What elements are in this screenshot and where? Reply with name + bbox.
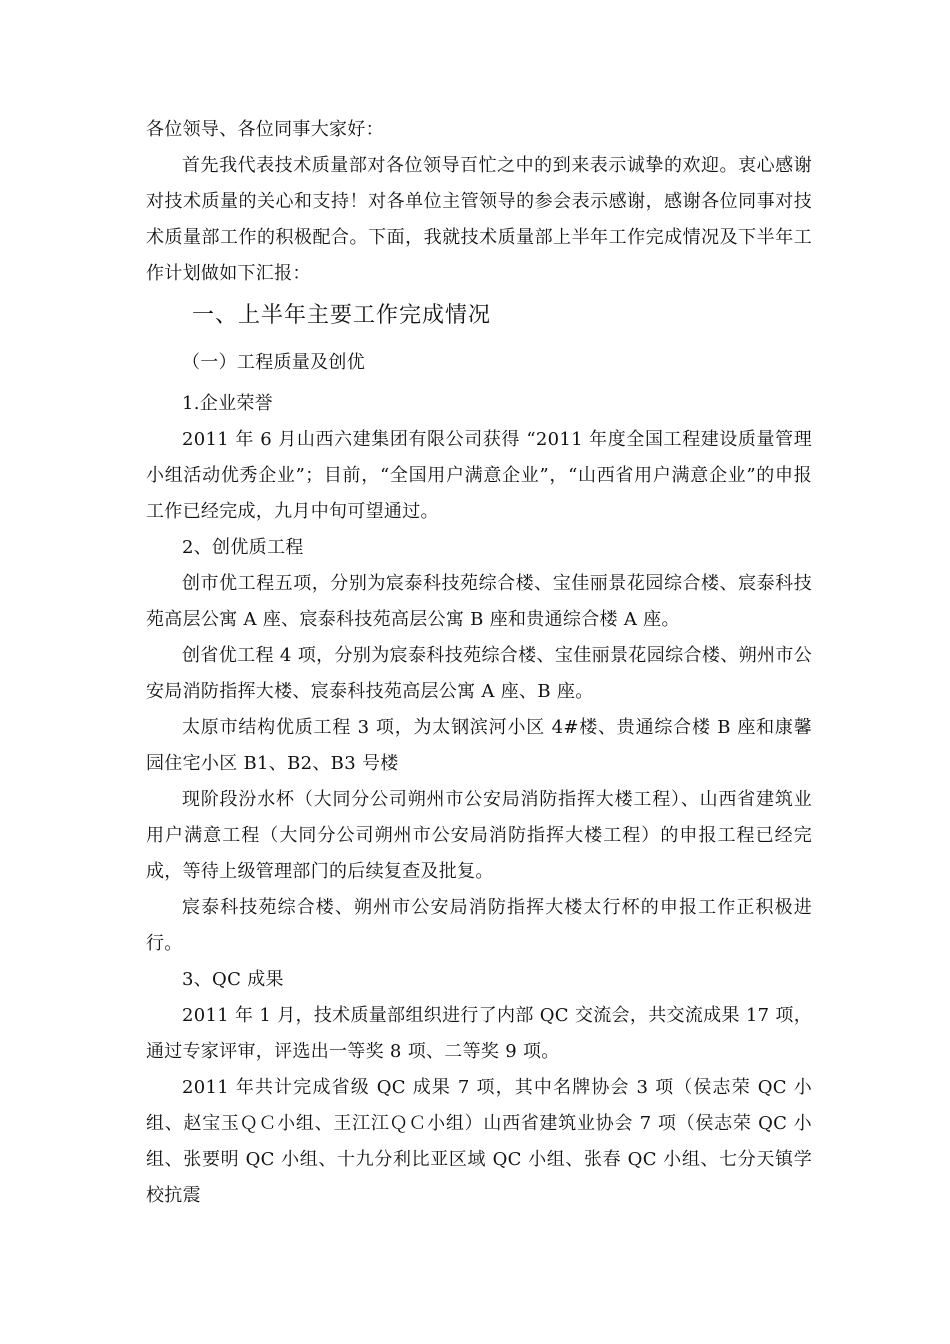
qc-exchange-paragraph: 2011 年 1 月，技术质量部组织进行了内部 QC 交流会，共交流成果 17 项，通过专家评审，评选出一等奖 8 项、二等奖 9 项。 (146, 1005, 812, 1062)
province-award-paragraph: 创省优工程 4 项，分别为宸泰科技苑综合楼、宝佳丽景花园综合楼、朔州市公安局消防指挥大楼、宸泰科技苑高层公寓 A 座、B 座。 (146, 645, 812, 702)
subsection-heading-quality: （一）工程质量及创优 (182, 352, 365, 373)
intro-paragraph: 首先我代表技术质量部对各位领导百忙之中的到来表示诚挚的欢迎。衷心感谢对技术质量的关心和支持！对各单位主管领导的参会表示感谢，感谢各位同事对技术质量部工作的积极配合。下面，我就技术质量部上半年工作完成情况及下半年工作计划做如下汇报： (146, 155, 812, 284)
city-award-paragraph: 创市优工程五项，分别为宸泰科技苑综合楼、宝佳丽景花园综合楼、宸泰科技苑高层公寓 A 座、宸泰科技苑高层公寓 B 座和贵通综合楼 A 座。 (146, 573, 812, 630)
item-heading-quality-projects: 2、创优质工程 (182, 537, 304, 558)
qc-provincial-paragraph: 2011 年共计完成省级 QC 成果 7 项，其中名牌协会 3 项（侯志荣 QC 小组、赵宝玉ＱＣ小组、王江江ＱＣ小组）山西省建筑业协会 7 项（侯志荣 QC 小组、张要明 QC 小组、十九分利比亚区域 QC 小组、张春 QC 小组、七分天镇学校抗震 (146, 1077, 812, 1206)
greeting: 各位领导、各位同事大家好： (146, 119, 384, 140)
item-heading-honors: 1.企业荣誉 (182, 393, 273, 414)
taihang-cup-paragraph: 宸泰科技苑综合楼、朔州市公安局消防指挥大楼太行杯的申报工作正积极进行。 (146, 897, 812, 954)
fenshui-cup-paragraph: 现阶段汾水杯（大同分公司朔州市公安局消防指挥大楼工程）、山西省建筑业用户满意工程（大同分公司朔州市公安局消防指挥大楼工程）的申报工程已经完成，等待上级管理部门的后续复查及批复。 (146, 789, 812, 882)
structure-award-paragraph: 太原市结构优质工程 3 项，为太钢滨河小区 4#楼、贵通综合楼 B 座和康馨园住宅小区 B1、B2、B3 号楼 (146, 717, 812, 774)
section-heading-1: 一、上半年主要工作完成情况 (192, 303, 492, 328)
document-body (146, 112, 812, 1214)
item-heading-qc: 3、QC 成果 (182, 969, 284, 990)
honors-paragraph: 2011 年 6 月山西六建集团有限公司获得 “2011 年度全国工程建设质量管理小组活动优秀企业”；目前，“全国用户满意企业”，“山西省用户满意企业”的申报工作已经完成，九月中旬可望通过。 (146, 429, 812, 522)
